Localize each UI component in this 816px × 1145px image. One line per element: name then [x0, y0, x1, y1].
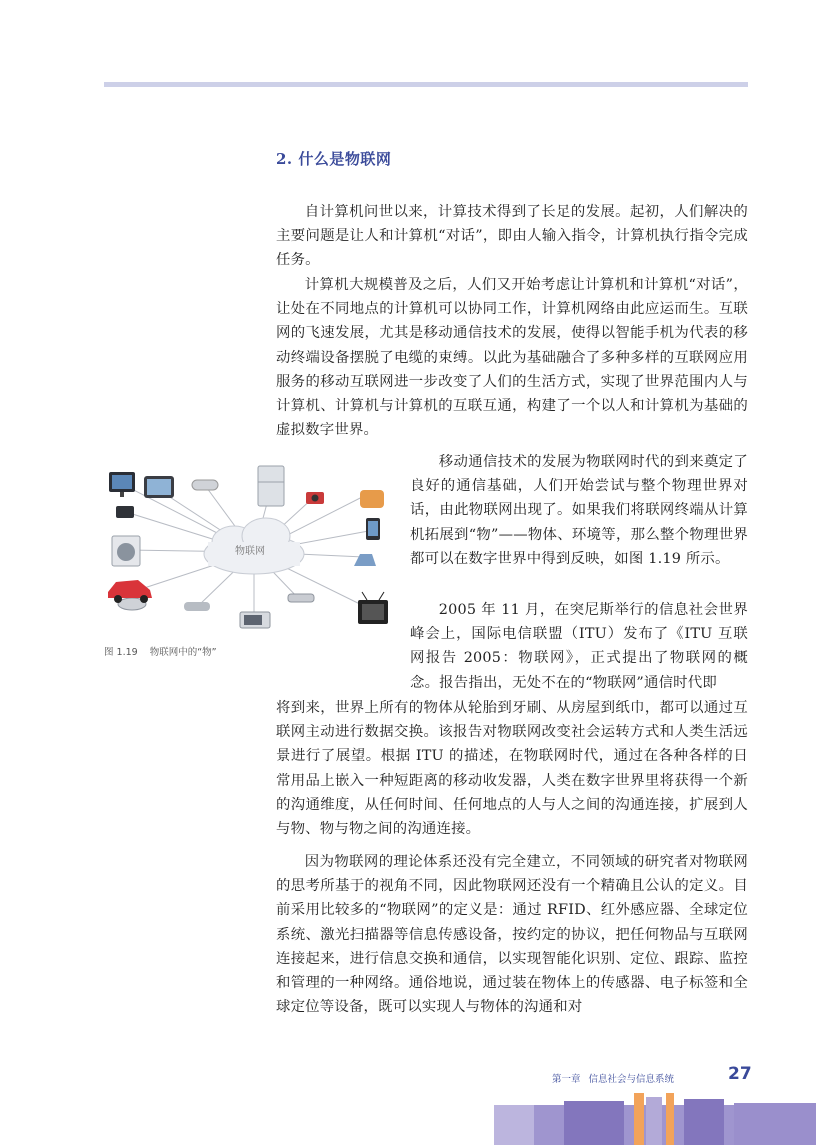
paragraph-3: 移动通信技术的发展为物联网时代的到来奠定了良好的通信基础，人们开始尝试与整个物理世界对话，由此物联网出现了。如果我们将联网终端从计算机拓展到“物”——物体、环境等，那么整个物理世界都可以在数字世界中得到反映，如图 1.19 所示。 — [410, 454, 748, 567]
header-rule — [104, 82, 748, 87]
router-icon — [116, 506, 134, 518]
caption-number: 图 1.19 — [104, 647, 138, 658]
cloud-label: 物联网 — [235, 546, 265, 557]
chapter-title: 信息社会与信息系统 — [588, 1074, 675, 1085]
security-camera-icon — [184, 602, 210, 611]
gamepad-icon — [192, 480, 218, 490]
camera-icon — [306, 492, 324, 504]
paragraph-4: 2005 年 11 月，在突尼斯举行的信息社会世界峰会上，国际电信联盟（ITU）发布了《ITU 互联网报告 2005：物联网》，正式提出了物联网的概念。报告指出，无处不在的“物联网”通信时代即 — [410, 602, 748, 691]
section-title: 2. 什么是物联网 — [276, 150, 392, 168]
paragraph-5: 将到来，世界上所有的物体从轮胎到牙刷、从房屋到纸巾，都可以通过互联网主动进行数据交换。该报告对物联网改变社会运转方式和人类生活远景进行了展望。根据 ITU 的描述，在物联网时代，通过在各种各样的日常用品上嵌入一种短距离的移动收发器，人类在数字世界里将获得一个新的沟通维度，从任何时间、任何地点的人与人之间的沟通连接，扩展到人与物、物与物之间的沟通连接。 — [276, 700, 748, 838]
tv-icon — [358, 592, 388, 624]
monitor-icon — [109, 472, 135, 497]
footer-decoration — [494, 1093, 816, 1145]
microwave-icon — [240, 612, 270, 628]
toaster-icon — [360, 490, 384, 508]
refrigerator-icon — [258, 466, 284, 506]
remote-icon — [288, 594, 314, 602]
washing-machine-icon — [112, 536, 140, 566]
caption-text: 物联网中的“物” — [149, 647, 217, 658]
tablet-icon — [144, 476, 174, 498]
page-number: 27 — [728, 1064, 752, 1084]
iot-diagram — [104, 462, 404, 634]
figure-caption — [104, 644, 217, 658]
phone-icon — [366, 518, 380, 540]
paragraph-6: 因为物联网的理论体系还没有完全建立，不同领域的研究者对物联网的思考所基于的视角不同，因此物联网还没有一个精确且公认的定义。目前采用比较多的“物联网”的定义是：通过 RFID、红外感应器、全球定位系统、激光扫描器等信息传感设备，按约定的协议，把任何物品与互联网连接起来，进行信息交换和通信，以实现智能化识别、定位、跟踪、监控和管理的一种网络。通俗地说，通过装在物体上的传感器、电子标签和全球定位等设备，既可以实现人与物体的沟通和对 — [276, 854, 748, 1016]
iron-icon — [354, 554, 376, 566]
paragraph-1: 自计算机问世以来，计算技术得到了长足的发展。起初，人们解决的主要问题是让人和计算机“对话”，即由人输入指令，计算机执行指令完成任务。 — [276, 204, 748, 269]
paragraph-2: 计算机大规模普及之后，人们又开始考虑让计算机和计算机“对话”，让处在不同地点的计算机可以协同工作，计算机网络由此应运而生。互联网的飞速发展，尤其是移动通信技术的发展，使得以智能手机为代表的移动终端设备摆脱了电缆的束缚。以此为基础融合了多种多样的互联网应用服务的移动互联网进一步改变了人们的生活方式，实现了世界范围内人与计算机、计算机与计算机的互联互通，构建了一个以人和计算机为基础的虚拟数字世界。 — [276, 277, 748, 439]
footer-chapter — [552, 1071, 674, 1085]
chapter-number: 第一章 — [552, 1074, 581, 1085]
iot-figure — [104, 462, 404, 634]
